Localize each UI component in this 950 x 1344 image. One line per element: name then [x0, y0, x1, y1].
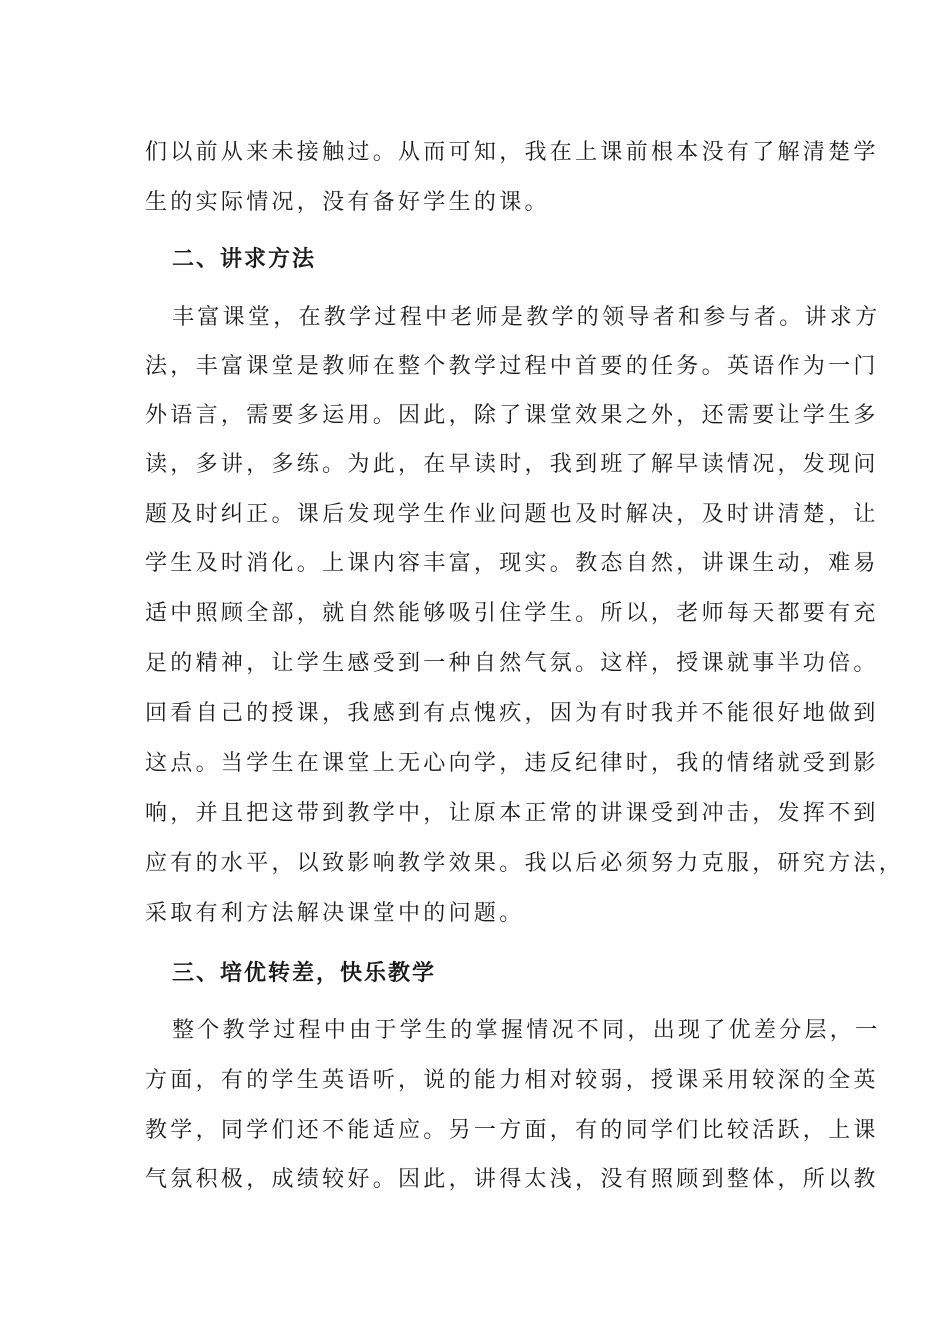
text-line: 采取有利方法解决课堂中的问题。: [145, 901, 525, 926]
text-line: 气氛积极，成绩较好。因此，讲得太浅，没有照顾到整体，所以教: [145, 1167, 879, 1192]
text-line: 适中照顾全部，就自然能够吸引住学生。所以，老师每天都要有充: [145, 601, 879, 626]
text-line: 方面，有的学生英语听，说的能力相对较弱，授课采用较深的全英: [145, 1068, 879, 1093]
section-heading: 三、培优转差，快乐教学: [172, 960, 437, 986]
text-line: 们以前从来未接触过。从而可知，我在上课前根本没有了解清楚学: [145, 140, 879, 165]
text-line: 生的实际情况，没有备好学生的课。: [145, 190, 550, 215]
text-line: 应有的水平，以致影响教学效果。我以后必须努力克服，研究方法，: [145, 851, 905, 876]
text-line: 法，丰富课堂是教师在整个教学过程中首要的任务。英语作为一门: [145, 354, 879, 379]
text-line: 题及时纠正。课后发现学生作业问题也及时解决，及时讲清楚，让: [145, 502, 879, 527]
text-line: 教学，同学们还不能适应。另一方面，有的同学们比较活跃，上课: [145, 1118, 879, 1143]
text-line: 响，并且把这带到教学中，让原本正常的讲课受到冲击，发挥不到: [145, 801, 879, 826]
text-line: 丰富课堂，在教学过程中老师是教学的领导者和参与者。讲求方: [172, 305, 881, 330]
text-line: 外语言，需要多运用。因此，除了课堂效果之外，还需要让学生多: [145, 403, 879, 428]
text-line: 整个教学过程中由于学生的掌握情况不同，出现了优差分层，一: [172, 1018, 881, 1043]
text-line: 学生及时消化。上课内容丰富，现实。教态自然，讲课生动，难易: [145, 551, 879, 576]
text-line: 读，多讲，多练。为此，在早读时，我到班了解早读情况，发现问: [145, 452, 879, 477]
text-line: 回看自己的授课，我感到有点愧疚，因为有时我并不能很好地做到: [145, 701, 879, 726]
section-heading: 二、讲求方法: [172, 246, 317, 272]
text-line: 这点。当学生在课堂上无心向学，违反纪律时，我的情绪就受到影: [145, 751, 879, 776]
text-line: 足的精神，让学生感受到一种自然气氛。这样，授课就事半功倍。: [145, 651, 879, 676]
